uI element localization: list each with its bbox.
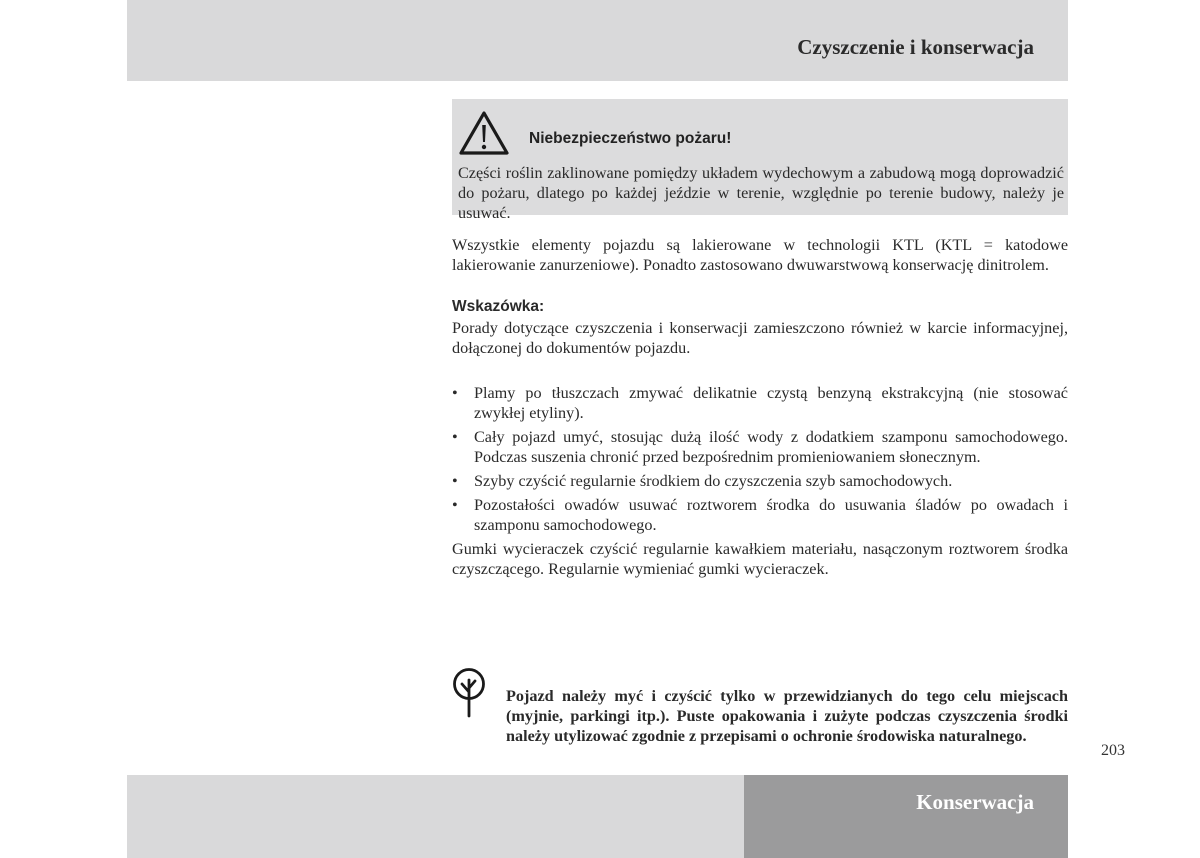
warning-title: Niebezpieczeństwo pożaru! (529, 130, 732, 147)
section-tab-label: Konserwacja (916, 790, 1034, 814)
ktl-paragraph: Wszystkie elementy pojazdu są lakierowane w technologii KTL (KTL = katodowe lakierowanie zanurzeniowe). Ponadto zastosowano dwuwarstwową konserwację dinitrolem. (452, 236, 1068, 274)
warning-triangle-icon (458, 110, 510, 156)
main-content (452, 99, 1068, 579)
footer-bar (127, 775, 744, 858)
warning-text: Części roślin zaklinowane pomiędzy układem wydechowym a zabudową mogą doprowadzić do pożaru, dlatego po każdej jeździe w terenie, względnie po terenie budowy, należy je usuwać. (458, 164, 1064, 222)
list-item: • Szyby czyścić regularnie środkiem do czyszczenia szyb samochodowych. (452, 472, 953, 490)
bullet-icon: • (452, 428, 458, 446)
header-bar (127, 0, 1068, 81)
list-item: • Plamy po tłuszczach zmywać delikatnie czystą benzyną ekstrakcyjną (nie stosować zwykłej etyliny). (452, 384, 1068, 422)
bullet-icon: • (452, 472, 458, 490)
list-item: • Cały pojazd umyć, stosując dużą ilość wody z dodatkiem szamponu samochodowego. Podczas suszenia chronić przed bezpośrednim promieniowaniem słonecznym. (452, 428, 1068, 466)
hint-text: Porady dotyczące czyszczenia i konserwacji zamieszczono również w karcie informacyjnej, dołączonej do dokumentów pojazdu. (452, 319, 1068, 357)
fire-warning-box (452, 99, 1068, 222)
bullet-icon: • (452, 496, 458, 514)
section-tab (744, 775, 1068, 858)
page-title: Czyszczenie i konserwacja (797, 35, 1034, 59)
tree-icon (452, 668, 486, 718)
wipers-paragraph: Gumki wycieraczek czyścić regularnie kawałkiem materiału, nasączonym roztworem środka czyszczącego. Regularnie wymieniać gumki wycieraczek. (452, 540, 1068, 578)
environment-text: Pojazd należy myć i czyścić tylko w przewidzianych do tego celu miejscach (myjnie, parkingi itp.). Puste opakowania i zużyte podczas czyszczenia środki należy utylizować zgodnie z przepisami o ochronie środowiska naturalnego. (506, 687, 1068, 745)
list-item: • Pozostałości owadów usuwać roztworem środka do usuwania śladów po owadach i szamponu samochodowego. (452, 496, 1068, 534)
page-number: 203 (1101, 742, 1125, 759)
cleaning-tips-list (452, 383, 1068, 535)
bullet-icon: • (452, 384, 458, 402)
hint-title: Wskazówka: (452, 298, 545, 315)
